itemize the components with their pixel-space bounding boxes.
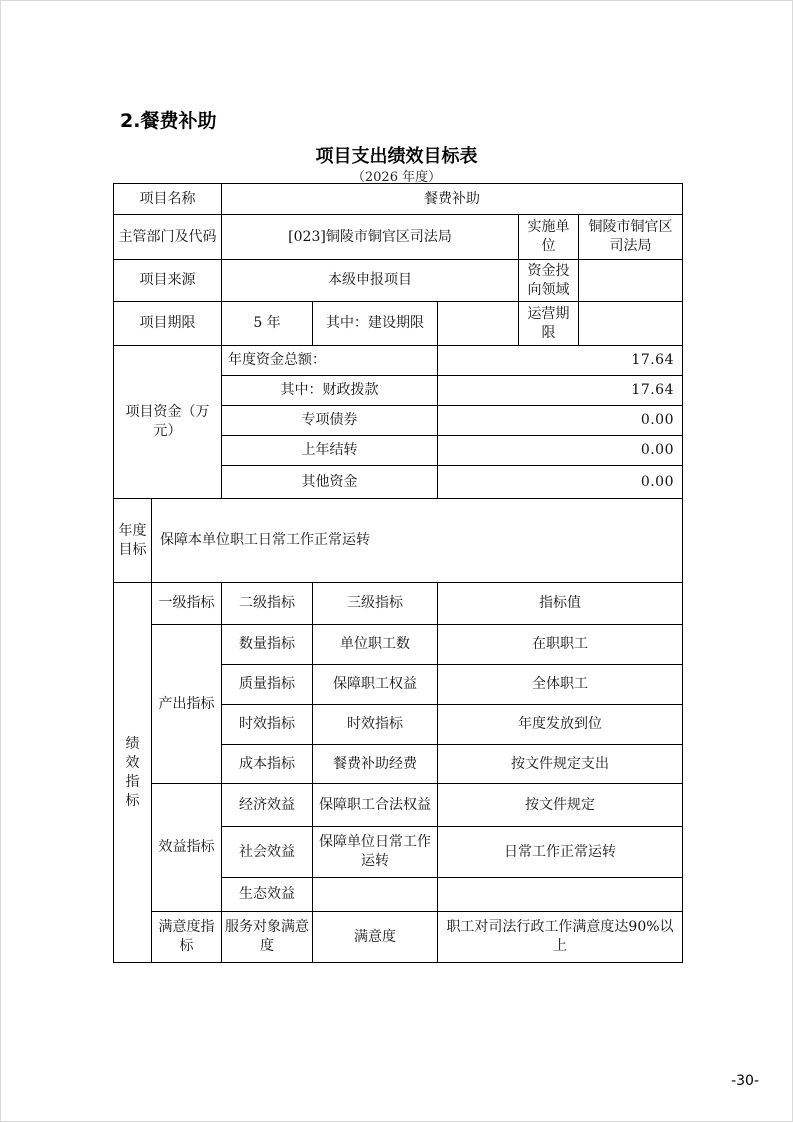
fund-item-label: 年度资金总额：: [222, 346, 438, 376]
indicator-level3: 保障单位日常工作运转: [313, 827, 438, 878]
operate-period-value: [579, 302, 683, 346]
fund-item-value: 0.00: [438, 436, 683, 466]
operate-period-label: 运营期限: [519, 302, 579, 346]
row-indicator-header: [114, 583, 683, 625]
dept-value: [023]铜陵市铜官区司法局: [222, 215, 519, 260]
source-value: 本级申报项目: [222, 260, 519, 302]
impl-unit-label: 实施单位: [519, 215, 579, 260]
indicator-level2: 质量指标: [222, 665, 313, 705]
row-source: [114, 260, 683, 302]
funds-label: 项目资金（万元）: [114, 346, 222, 499]
indicator-level3: 满意度: [313, 912, 438, 963]
fund-field-value: [579, 260, 683, 302]
build-period-label: 其中：建设期限: [313, 302, 438, 346]
indicator-level3: 餐费补助经费: [313, 745, 438, 784]
fund-item-value: 0.00: [438, 406, 683, 436]
indicator-level3: 时效指标: [313, 705, 438, 745]
indicator-level2: 社会效益: [222, 827, 313, 878]
source-label: 项目来源: [114, 260, 222, 302]
row-department: [114, 215, 683, 260]
header-level3: 三级指标: [313, 583, 438, 625]
fund-item-label: 专项债券: [222, 406, 438, 436]
dept-label: 主管部门及代码: [114, 215, 222, 260]
table-year: （2026 年度）: [351, 170, 442, 185]
indicator-level3: 保障职工权益: [313, 665, 438, 705]
performance-target-table: [113, 183, 683, 963]
page-number: -30-: [731, 1073, 759, 1089]
indicator-value: 在职职工: [438, 625, 683, 665]
fund-item-label: 上年结转: [222, 436, 438, 466]
satisfaction-label: 满意度指标: [152, 912, 222, 963]
row-output-quantity: [114, 625, 683, 665]
period-value: 5 年: [222, 302, 313, 346]
benefit-label: 效益指标: [152, 784, 222, 912]
annual-goal-label: 年度目标: [114, 499, 152, 583]
indicator-level2: 成本指标: [222, 745, 313, 784]
indicator-value: 按文件规定支出: [438, 745, 683, 784]
project-name-value: 餐费补助: [222, 184, 683, 215]
indicator-value: 职工对司法行政工作满意度达90%以上: [438, 912, 683, 963]
fund-item-label: 其中：财政拨款: [222, 376, 438, 406]
indicator-value: 日常工作正常运转: [438, 827, 683, 878]
row-project-name: [114, 184, 683, 215]
row-period: [114, 302, 683, 346]
project-name-label: 项目名称: [114, 184, 222, 215]
indicator-level2: 数量指标: [222, 625, 313, 665]
indicator-value: 年度发放到位: [438, 705, 683, 745]
indicator-level3: 单位职工数: [313, 625, 438, 665]
row-benefit-economic: [114, 784, 683, 827]
indicator-value: [438, 878, 683, 912]
header-level1: 一级指标: [152, 583, 222, 625]
indicator-level3: 保障职工合法权益: [313, 784, 438, 827]
fund-item-label: 其他资金: [222, 466, 438, 499]
fund-item-value: 17.64: [438, 376, 683, 406]
output-label: 产出指标: [152, 625, 222, 784]
indicator-level2: 服务对象满意度: [222, 912, 313, 963]
build-period-value: [438, 302, 519, 346]
fund-item-value: 17.64: [438, 346, 683, 376]
row-fund-total: [114, 346, 683, 376]
impl-unit-value: 铜陵市铜官区司法局: [579, 215, 683, 260]
fund-item-value: 0.00: [438, 466, 683, 499]
table-title: 项目支出绩效目标表: [315, 146, 478, 167]
period-label: 项目期限: [114, 302, 222, 346]
row-satisfaction: [114, 912, 683, 963]
indicator-value: 全体职工: [438, 665, 683, 705]
indicator-level2: 生态效益: [222, 878, 313, 912]
header-level2: 二级指标: [222, 583, 313, 625]
row-annual-goal: [114, 499, 683, 583]
indicator-level2: 经济效益: [222, 784, 313, 827]
indicator-level2: 时效指标: [222, 705, 313, 745]
indicators-label: 绩效指标: [114, 583, 152, 963]
section-heading: 2.餐费补助: [120, 110, 217, 132]
annual-goal-text: 保障本单位职工日常工作正常运转: [152, 499, 683, 583]
fund-field-label: 资金投向领域: [519, 260, 579, 302]
header-value: 指标值: [438, 583, 683, 625]
indicator-level3: [313, 878, 438, 912]
indicator-value: 按文件规定: [438, 784, 683, 827]
